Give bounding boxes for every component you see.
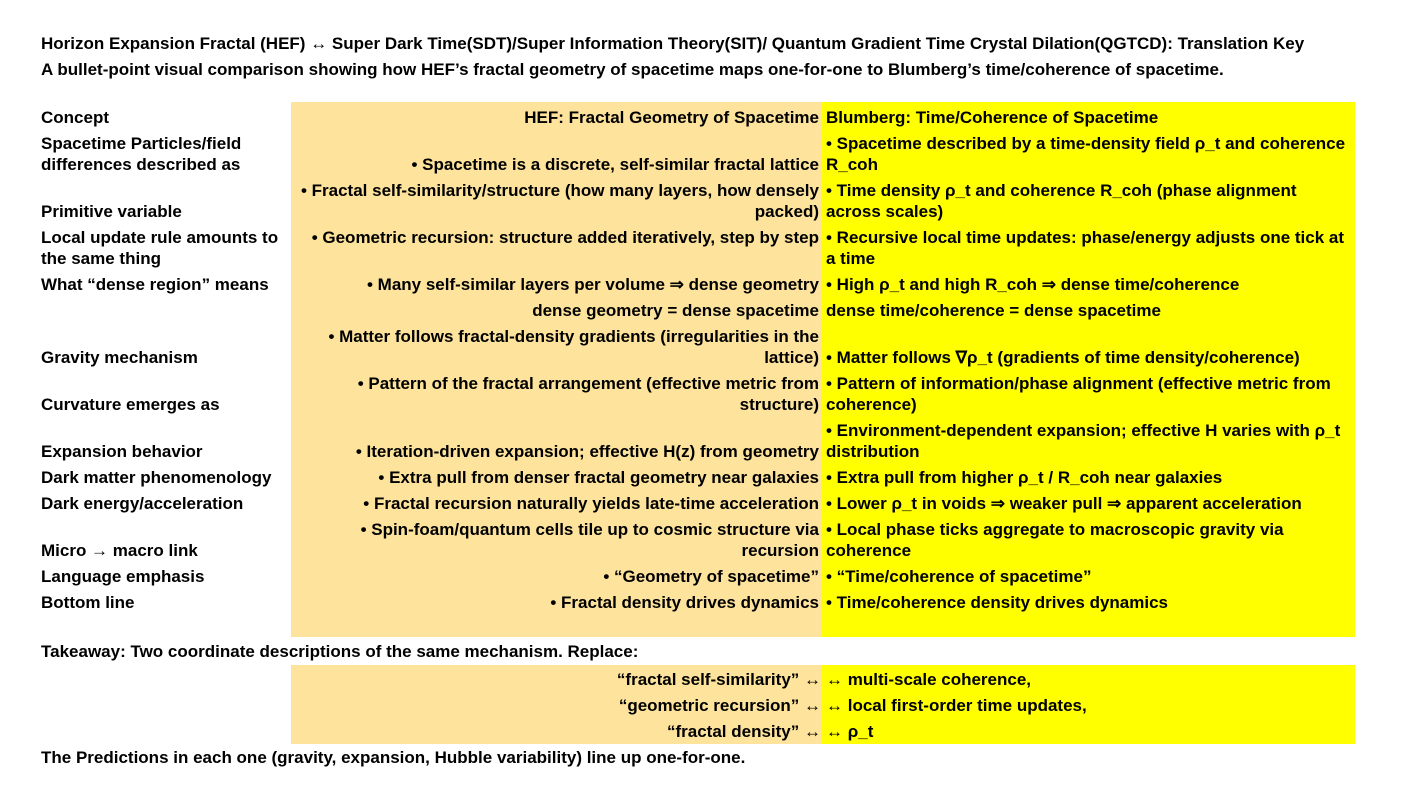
concept-cell: Language emphasis [41, 567, 205, 586]
concept-cell: Expansion behavior [41, 442, 203, 461]
page-subtitle: A bullet-point visual comparison showing how HEF’s fractal geometry of spacetime maps one-for-one to Blumberg’s time/coherence of spacetime. [41, 60, 1224, 79]
blumberg-cell: • Extra pull from higher ρ_t / R_coh near galaxies [826, 468, 1223, 487]
hef-cell: HEF: Fractal Geometry of Spacetime [524, 108, 819, 127]
takeaway-row [0, 718, 1401, 744]
blumberg-cell: • Time density ρ_t and coherence R_coh (phase alignment across scales) [826, 181, 1297, 221]
blumberg-cell: • Recursive local time updates: phase/energy adjusts one tick at a time [826, 228, 1345, 268]
table-row [0, 420, 1401, 462]
blumberg-cell: • Lower ρ_t in voids ⇒ weaker pull ⇒ apparent acceleration [826, 494, 1302, 513]
table-row [0, 566, 1401, 587]
blumberg-cell: • Time/coherence density drives dynamics [826, 593, 1169, 612]
blumberg-cell: • Environment-dependent expansion; effective H varies with ρ_t distribution [826, 421, 1341, 461]
table-row [0, 493, 1401, 514]
hef-cell: • Matter follows fractal-density gradients (irregularities in the lattice) [328, 327, 819, 367]
hef-cell: dense geometry = dense spacetime [532, 301, 819, 320]
takeaway-row [0, 692, 1401, 718]
hef-cell: • Iteration-driven expansion; effective H(z) from geometry [355, 442, 819, 461]
hef-cell: • Spin-foam/quantum cells tile up to cosmic structure via recursion [360, 520, 819, 560]
takeaway-blumberg-term: ↔ multi-scale coherence, [826, 670, 1032, 689]
table-row [0, 107, 1401, 128]
table-row [0, 326, 1401, 368]
table-row [0, 227, 1401, 269]
hef-cell: • “Geometry of spacetime” [603, 567, 819, 586]
table-row [0, 519, 1401, 561]
footer-note: The Predictions in each one (gravity, expansion, Hubble variability) line up one-for-one. [41, 748, 746, 767]
blumberg-cell: Blumberg: Time/Coherence of Spacetime [826, 108, 1159, 127]
blumberg-cell: • Spacetime described by a time-density field ρ_t and coherence R_coh [826, 134, 1346, 174]
hef-cell: • Extra pull from denser fractal geometry near galaxies [378, 468, 819, 487]
concept-cell: Bottom line [41, 593, 135, 612]
hef-cell: • Spacetime is a discrete, self-similar fractal lattice [411, 155, 819, 174]
blumberg-cell: • Local phase ticks aggregate to macroscopic gravity via coherence [826, 520, 1284, 560]
hef-cell: • Fractal recursion naturally yields late-time acceleration [363, 494, 819, 513]
concept-cell: Dark matter phenomenology [41, 468, 272, 487]
hef-cell: • Many self-similar layers per volume ⇒ dense geometry [367, 275, 819, 294]
concept-cell: Local update rule amounts to the same thing [41, 228, 279, 268]
table-row [0, 300, 1401, 321]
concept-cell: What “dense region” means [41, 275, 269, 294]
table-row [0, 592, 1401, 613]
takeaway-label: Takeaway: Two coordinate descriptions of the same mechanism. Replace: [41, 642, 639, 661]
hef-cell: • Fractal density drives dynamics [550, 593, 819, 612]
table-row [0, 373, 1401, 415]
blumberg-cell: • Pattern of information/phase alignment (effective metric from coherence) [826, 374, 1331, 414]
takeaway-row [0, 666, 1401, 692]
page-title: Horizon Expansion Fractal (HEF) ↔ Super Dark Time(SDT)/Super Information Theory(SIT)/ Quantum Gradient Time Crystal Dilation(QGTCD): Translation Key [41, 34, 1305, 53]
hef-cell: • Geometric recursion: structure added iteratively, step by step [311, 228, 819, 247]
takeaway-blumberg-term: ↔ ρ_t [826, 722, 874, 741]
concept-cell: Primitive variable [41, 202, 182, 221]
takeaway-hef-term: “fractal density” ↔ [667, 722, 821, 741]
concept-cell: Micro → macro link [41, 541, 198, 560]
concept-cell: Dark energy/acceleration [41, 494, 244, 513]
table-row [0, 274, 1401, 295]
concept-cell: Gravity mechanism [41, 348, 198, 367]
table-row [0, 467, 1401, 488]
takeaway-hef-term: “fractal self-similarity” ↔ [616, 670, 821, 689]
blumberg-cell: • High ρ_t and high R_coh ⇒ dense time/coherence [826, 275, 1240, 294]
table-row [0, 180, 1401, 222]
blumberg-cell: dense time/coherence = dense spacetime [826, 301, 1161, 320]
blumberg-cell: • Matter follows ∇ρ_t (gradients of time density/coherence) [826, 348, 1300, 367]
hef-cell: • Fractal self-similarity/structure (how many layers, how densely packed) [300, 181, 819, 221]
blumberg-cell: • “Time/coherence of spacetime” [826, 567, 1092, 586]
table-row [0, 133, 1401, 175]
concept-cell: Curvature emerges as [41, 395, 220, 414]
takeaway-blumberg-term: ↔ local first-order time updates, [826, 696, 1087, 715]
takeaway-hef-term: “geometric recursion” ↔ [618, 696, 821, 715]
concept-cell: Concept [41, 108, 109, 127]
hef-cell: • Pattern of the fractal arrangement (effective metric from structure) [357, 374, 819, 414]
concept-cell: Spacetime Particles/field differences described as [41, 134, 242, 174]
